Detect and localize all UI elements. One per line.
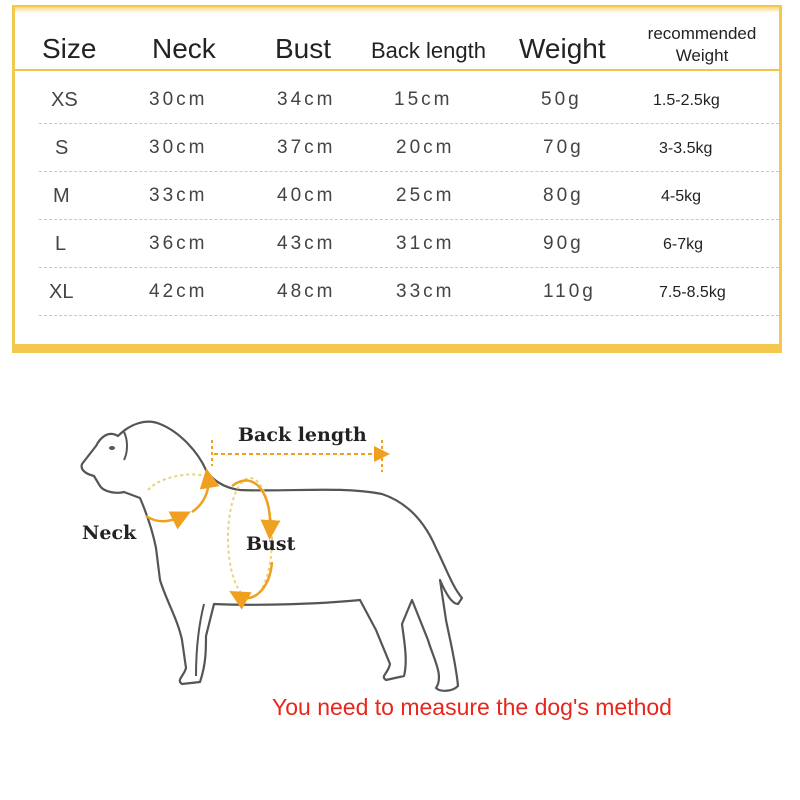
header-size: Size — [42, 33, 97, 64]
cell-bust: 37cm — [277, 137, 336, 158]
cell-bust: 40cm — [277, 185, 336, 206]
size-chart — [12, 5, 782, 353]
header-recommended-line2: Weight — [675, 46, 729, 65]
cell-recommended-weight: 6-7kg — [663, 236, 704, 253]
table-row — [39, 219, 779, 268]
header-recommended-weight — [632, 23, 772, 67]
table-row — [39, 75, 779, 124]
cell-size: XS — [51, 89, 78, 111]
cell-size: S — [55, 137, 69, 159]
size-chart-header — [15, 7, 779, 71]
cell-neck: 30cm — [149, 89, 208, 110]
table-row — [39, 123, 779, 172]
cell-weight: 80g — [543, 185, 584, 206]
table-row — [39, 171, 779, 220]
cell-size: L — [55, 233, 67, 255]
cell-bust: 43cm — [277, 233, 336, 254]
cell-back-length: 33cm — [396, 281, 455, 302]
cell-weight: 90g — [543, 233, 584, 254]
cell-neck: 33cm — [149, 185, 208, 206]
cell-weight: 110g — [543, 281, 596, 302]
cell-neck: 36cm — [149, 233, 208, 254]
cell-recommended-weight: 1.5-2.5kg — [653, 92, 720, 109]
header-weight: Weight — [519, 33, 606, 64]
measure-method-note: You need to measure the dog's method — [272, 694, 672, 720]
cell-back-length: 20cm — [396, 137, 455, 158]
cell-back-length: 25cm — [396, 185, 455, 206]
cell-recommended-weight: 7.5-8.5kg — [659, 284, 726, 301]
header-back-length: Back length — [371, 38, 486, 63]
header-neck: Neck — [152, 33, 216, 64]
cell-bust: 34cm — [277, 89, 336, 110]
bust-label: Bust — [246, 533, 296, 555]
back-length-label: Back length — [238, 424, 367, 446]
cell-neck: 30cm — [149, 137, 208, 158]
table-row — [39, 267, 779, 316]
dog-outline-icon — [70, 400, 470, 710]
cell-back-length: 31cm — [396, 233, 455, 254]
cell-recommended-weight: 4-5kg — [661, 188, 702, 205]
neck-label: Neck — [82, 522, 137, 544]
cell-neck: 42cm — [149, 281, 208, 302]
cell-size: XL — [49, 281, 74, 303]
cell-size: M — [53, 185, 70, 207]
cell-bust: 48cm — [277, 281, 336, 302]
cell-weight: 70g — [543, 137, 584, 158]
header-recommended-line1: recommended — [647, 24, 757, 43]
cell-back-length: 15cm — [394, 89, 453, 110]
cell-recommended-weight: 3-3.5kg — [659, 140, 713, 157]
cell-weight: 50g — [541, 89, 582, 110]
header-bust: Bust — [275, 33, 332, 64]
